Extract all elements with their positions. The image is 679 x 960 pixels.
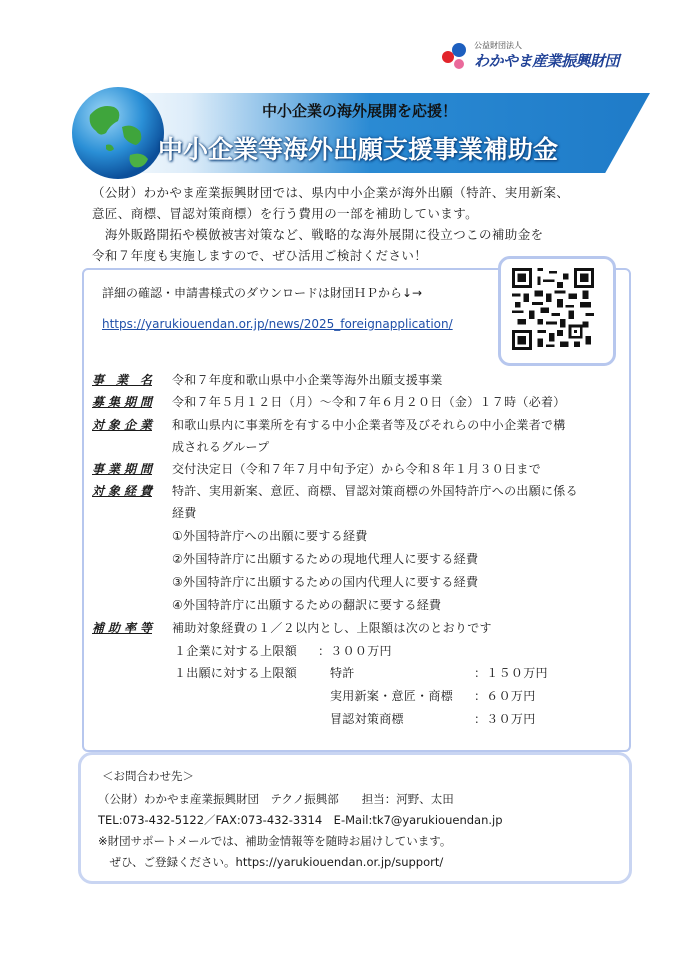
- logo-mark-icon: [440, 42, 470, 70]
- intro-line: 海外販路開拓や模倣被害対策など、戦略的な海外展開に役立つこの補助金を: [92, 227, 544, 242]
- logo-org-name: わかやま産業振興財団: [474, 52, 620, 70]
- expense-item: ③外国特許庁に出願するための国内代理人に要する経費: [172, 575, 479, 589]
- label-project-period: 事業期間: [92, 462, 152, 476]
- details-link[interactable]: https://yarukiouendan.or.jp/news/2025_foreignapplication/: [102, 317, 453, 331]
- label-subsidy-rate: 補助率等: [92, 621, 152, 635]
- expense-item: ②外国特許庁に出願するための現地代理人に要する経費: [172, 552, 479, 566]
- contact-register-link[interactable]: ぜひ、ご登録ください。https://yarukiouendan.or.jp/support/: [98, 855, 444, 869]
- value-jigyo-name: 令和７年度和歌山県中小企業等海外出願支援事業: [172, 373, 443, 387]
- value-target-companies-1: 和歌山県内に事業所を有する中小企業者等及びそれらの中小企業者で構: [172, 418, 566, 432]
- limit-company-value: ：３００万円: [318, 644, 392, 658]
- contact-heading: ＜お問合わせ先＞: [102, 769, 194, 783]
- intro-line: 令和７年度も実施しますので、ぜひ活用ご検討ください！: [92, 248, 428, 263]
- value-subsidy-rate: 補助対象経費の１／２以内とし、上限額は次のとおりです: [172, 621, 492, 635]
- limit-amount: ：６０万円: [474, 689, 536, 703]
- expense-item: ④外国特許庁に出願するための翻訳に要する経費: [172, 598, 442, 612]
- value-eligible-expenses-1: 特許、実用新案、意匠、商標、冒認対策商標の外国特許庁への出願に係る: [172, 484, 578, 498]
- label-boshu-period: 募集期間: [92, 395, 152, 409]
- limit-kind: 冒認対策商標: [330, 712, 404, 726]
- contact-phone-email: TEL:073-432-5122／FAX:073-432-3314 E-Mail:tk7@yarukiouendan.jp: [98, 813, 503, 827]
- limit-application-label: １出願に対する上限額: [174, 666, 298, 680]
- contact-org-line: （公財）わかやま産業振興財団 テクノ振興部 担当：河野、太田: [98, 792, 454, 806]
- label-jigyo-name: 事業名: [92, 373, 152, 387]
- limit-amount: ：３０万円: [474, 712, 536, 726]
- expense-item: ①外国特許庁への出願に要する経費: [172, 529, 368, 543]
- label-eligible-expenses: 対象経費: [92, 484, 152, 498]
- intro-line: （公財）わかやま産業振興財団では、県内中小企業が海外出願（特許、実用新案、: [92, 185, 570, 200]
- download-instruction: 詳細の確認・申請書様式のダウンロードは財団ＨＰから↓→: [102, 286, 423, 300]
- limit-kind: 特許: [330, 666, 355, 680]
- limit-company-label: １企業に対する上限額: [174, 644, 298, 658]
- intro-line: 意匠、商標、冒認対策商標）を行う費用の一部を補助しています。: [92, 206, 479, 221]
- banner-subtitle: 中小企業の海外展開を応援！: [262, 102, 458, 120]
- logo-small-text: 公益財団法人: [474, 41, 522, 50]
- contact-note: ※財団サポートメールでは、補助金情報等を随時お届けしています。: [98, 834, 452, 848]
- label-target-companies: 対象企業: [92, 418, 152, 432]
- value-project-period: 交付決定日（令和７年７月中旬予定）から令和８年１月３０日まで: [172, 462, 542, 476]
- limit-amount: ：１５０万円: [474, 666, 548, 680]
- intro-paragraph: [92, 182, 652, 266]
- qr-code-icon[interactable]: [512, 268, 594, 350]
- organization-logo: [440, 40, 640, 72]
- limit-kind: 実用新案・意匠・商標: [330, 689, 454, 703]
- value-eligible-expenses-2: 経費: [172, 506, 197, 520]
- value-target-companies-2: 成されるグループ: [172, 440, 270, 454]
- globe-icon: [70, 85, 166, 181]
- banner-title: 中小企業等海外出願支援事業補助金: [158, 135, 559, 164]
- value-boshu-period: 令和７年５月１２日（月）～令和７年６月２０日（金）１７時（必着）: [172, 395, 566, 409]
